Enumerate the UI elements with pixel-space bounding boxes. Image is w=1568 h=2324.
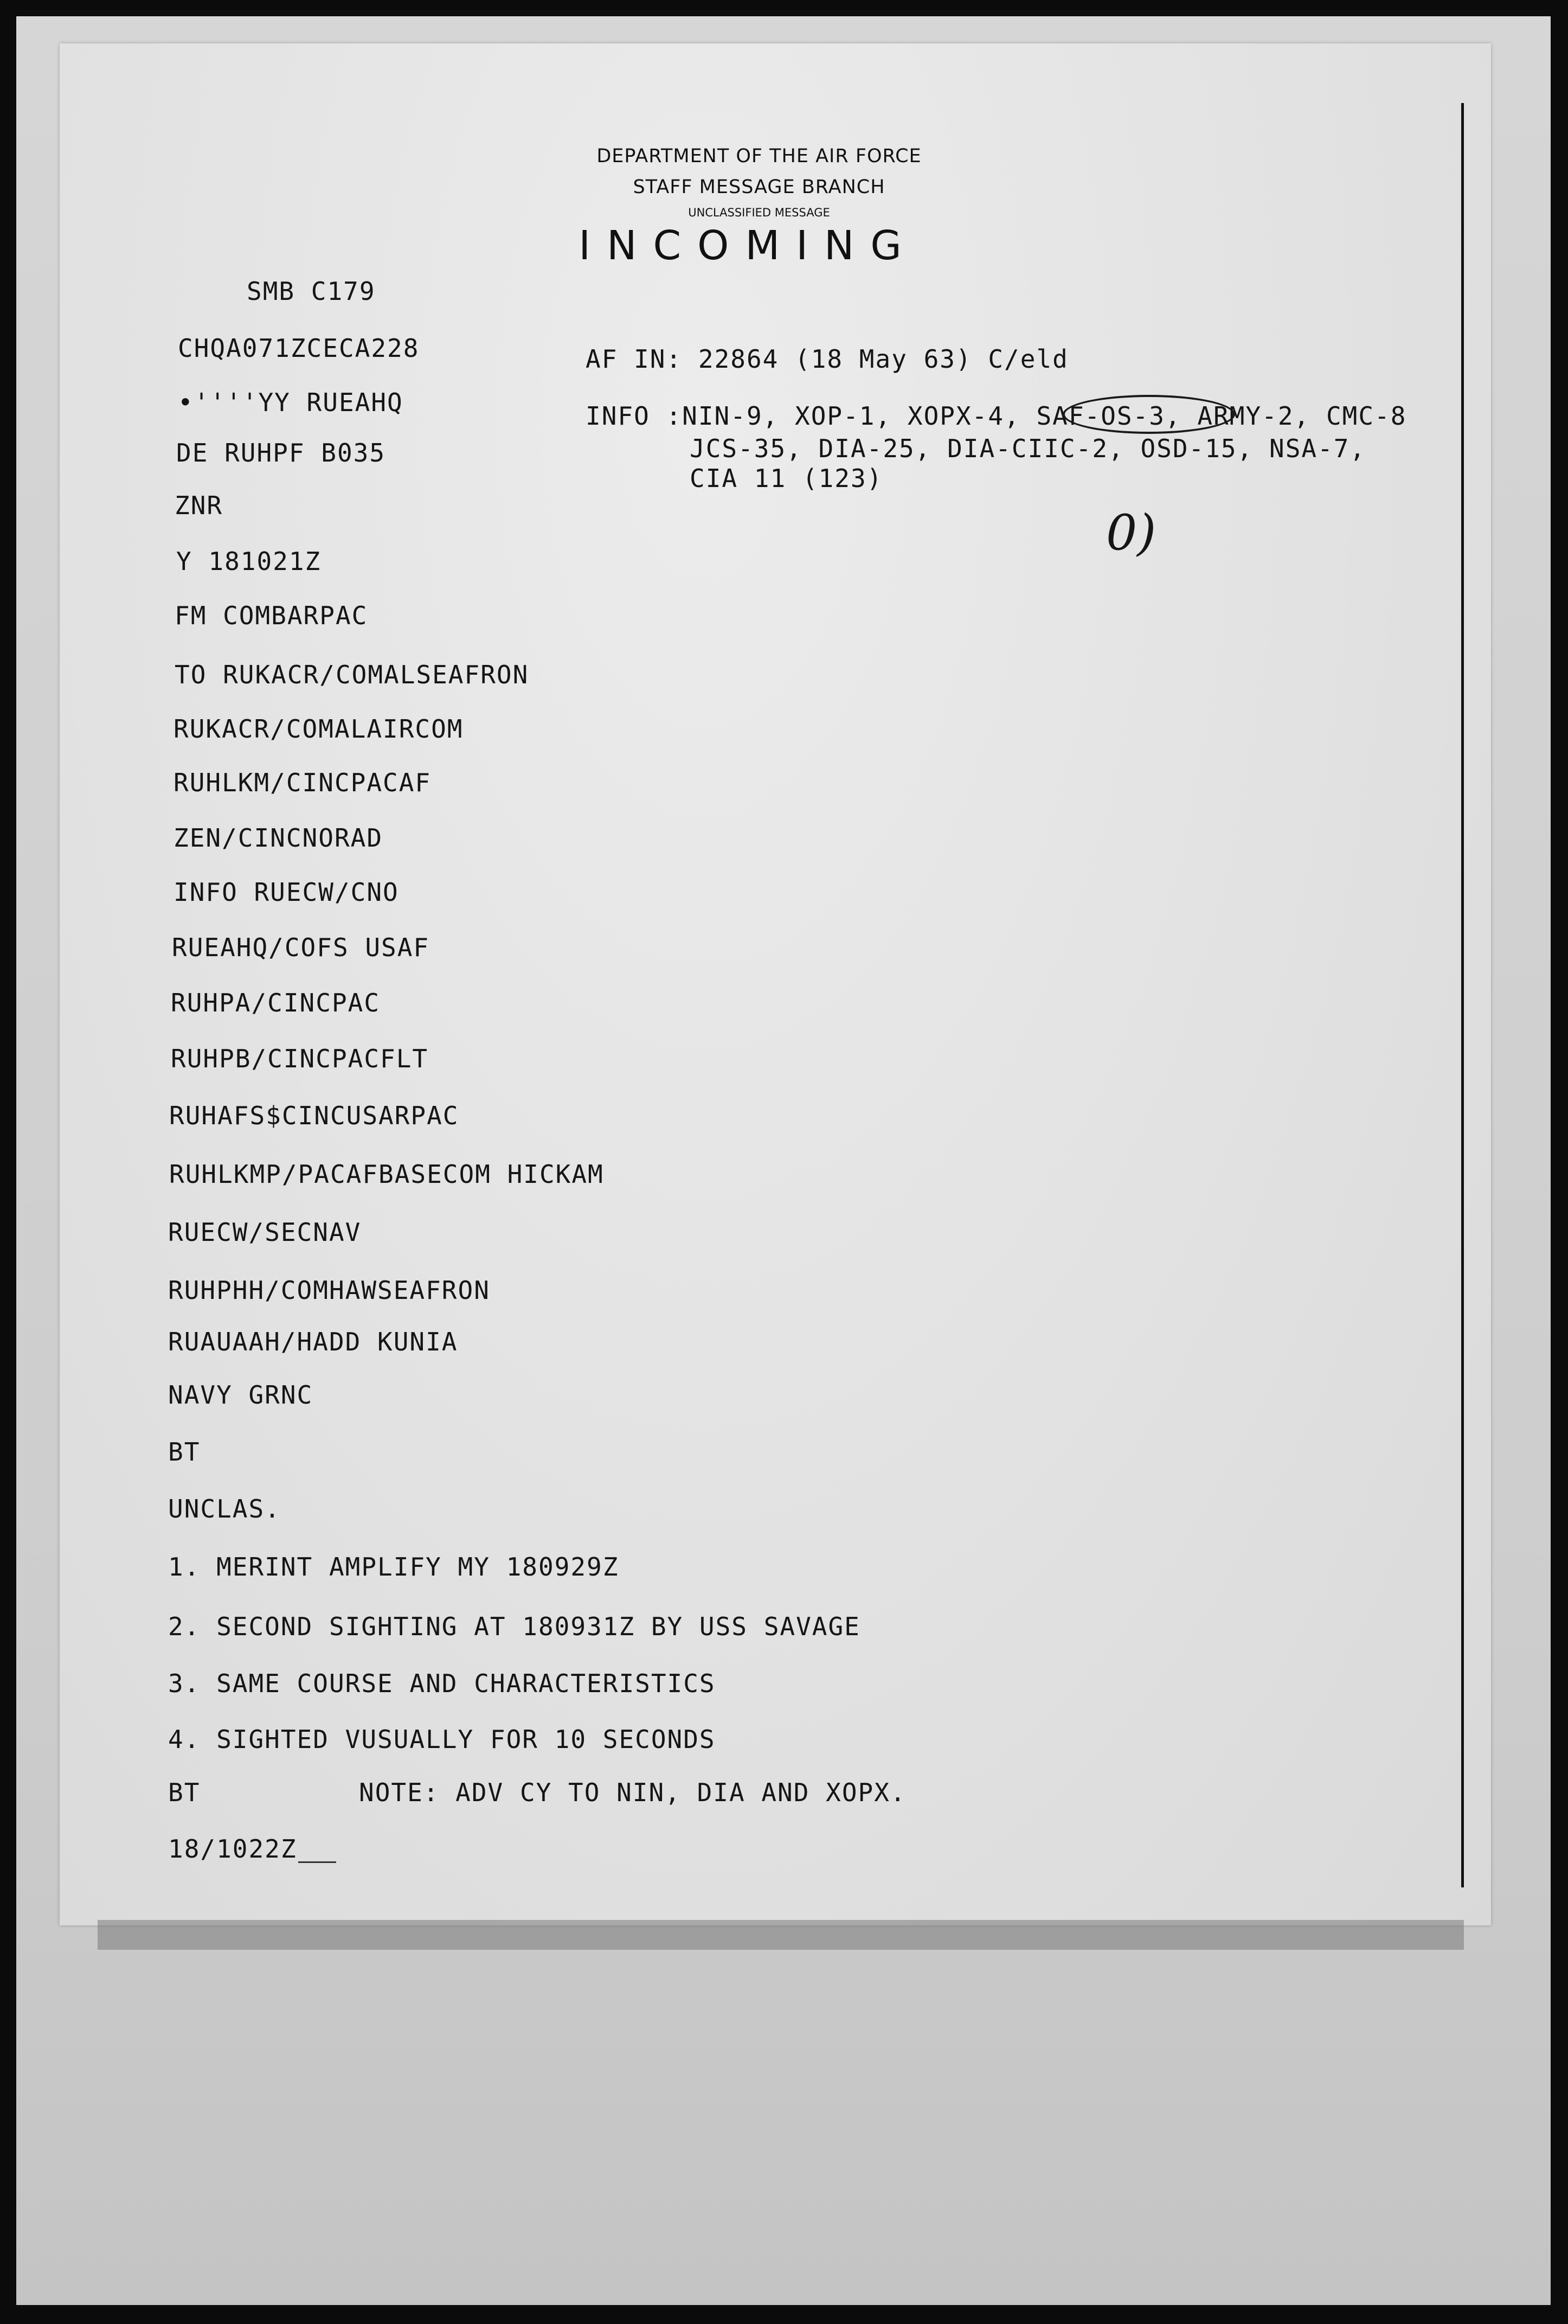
handwritten-mark: 0) <box>1106 504 1156 561</box>
message-item: 1. MERINT AMPLIFY MY 180929Z <box>168 1552 619 1582</box>
bt-separator: BT <box>168 1778 201 1807</box>
handwritten-circle <box>1063 395 1235 434</box>
pencil-dash <box>298 1861 336 1863</box>
info-distribution-line: CIA 11 (123) <box>690 464 883 493</box>
branch-heading: STAFF MESSAGE BRANCH <box>633 176 885 198</box>
af-in-number: AF IN: 22864 (18 May 63) C/eld <box>586 344 1069 374</box>
addressee-line: RUHAFS$CINCUSARPAC <box>169 1101 459 1130</box>
addressee-line: INFO RUECW/CNO <box>173 878 399 907</box>
message-sheet <box>60 43 1491 1925</box>
addressee-line: RUHPHH/COMHAWSEAFRON <box>168 1276 490 1305</box>
end-dtg: 18/1022Z <box>168 1834 297 1864</box>
addressee-line: NAVY GRNC <box>168 1380 313 1410</box>
department-heading: DEPARTMENT OF THE AIR FORCE <box>596 145 922 167</box>
message-item: 2. SECOND SIGHTING AT 180931Z BY USS SAVAGE <box>168 1612 860 1641</box>
precedence-line: •''''YY RUEAHQ <box>178 388 403 417</box>
addressee-line: RUKACR/COMALAIRCOM <box>173 714 464 744</box>
message-item: 4. SIGHTED VUSUALLY FOR 10 SECONDS <box>168 1725 716 1754</box>
addressee-line: RUEAHQ/COFS USAF <box>172 933 430 962</box>
addressee-line: RUHPA/CINCPAC <box>171 988 381 1017</box>
message-item: 3. SAME COURSE AND CHARACTERISTICS <box>168 1669 716 1698</box>
incoming-title: INCOMING <box>579 222 918 269</box>
addressee-line: RUHLKMP/PACAFBASECOM HICKAM <box>169 1160 604 1189</box>
message-classification: UNCLAS. <box>168 1494 281 1523</box>
znr-line: ZNR <box>175 491 223 520</box>
addressee-line: RUHLKM/CINCPACAF <box>173 768 432 797</box>
de-line: DE RUHPF B035 <box>176 438 386 468</box>
sheet-shadow <box>98 1920 1464 1950</box>
addressee-line: RUHPB/CINCPACFLT <box>171 1044 429 1073</box>
sheet-edge-line <box>1461 103 1464 1887</box>
info-distribution-line: JCS-35, DIA-25, DIA-CIIC-2, OSD-15, NSA-7, <box>690 434 1366 463</box>
from-line: FM COMBARPAC <box>175 601 368 630</box>
addressee-line: RUECW/SECNAV <box>168 1218 362 1247</box>
to-line: TO RUKACR/COMALSEAFRON <box>175 660 529 689</box>
smb-number: SMB C179 <box>247 277 376 306</box>
distribution-note: NOTE: ADV CY TO NIN, DIA AND XOPX. <box>359 1778 907 1807</box>
classification-heading: UNCLASSIFIED MESSAGE <box>688 206 830 219</box>
chqa-line: CHQA071ZCECA228 <box>178 334 420 363</box>
addressee-line: RUAUAAH/HADD KUNIA <box>168 1327 458 1356</box>
bt-separator: BT <box>168 1437 201 1467</box>
dtg-line: Y 181021Z <box>176 547 322 576</box>
addressee-line: ZEN/CINCNORAD <box>173 823 383 853</box>
info-distribution-line: INFO :NIN-9, XOP-1, XOPX-4, SAF-OS-3, ARMY-2, CMC-8 <box>586 401 1407 431</box>
